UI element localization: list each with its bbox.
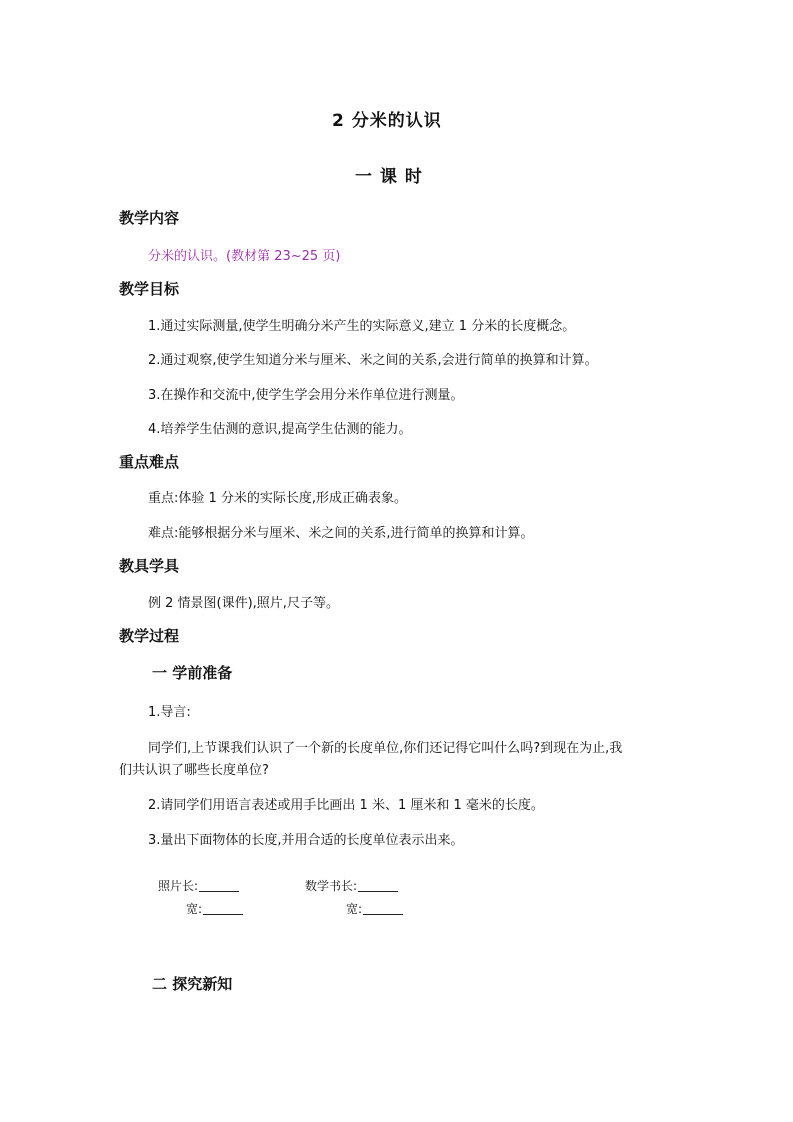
content-heading: 教学内容 — [119, 209, 180, 227]
photo-width-blank — [203, 902, 243, 915]
explore-heading: 二 探究新知 — [152, 975, 233, 993]
goal-item-4: 4.培养学生估测的意识,提高学生估测的能力。 — [148, 422, 412, 437]
prep-paragraph-line-1: 同学们,上节课我们认识了一个新的长度单位,你们还记得它叫什么吗?到现在为止,我 — [148, 741, 623, 756]
prep-item-3: 3.量出下面物体的长度,并用合适的长度单位表示出来。 — [148, 833, 464, 848]
goal-item-2: 2.通过观察,使学生知道分米与厘米、米之间的关系,会进行简单的换算和计算。 — [148, 353, 598, 368]
keypoint-item-1: 重点:体验 1 分米的实际长度,形成正确表象。 — [148, 491, 408, 506]
book-width-blank — [363, 902, 403, 915]
book-length-label: 数学书长: — [305, 879, 358, 893]
photo-length-label: 照片长: — [158, 879, 199, 893]
photo-length-blank — [199, 879, 239, 892]
book-length-blank — [358, 879, 398, 892]
keypoint-item-2: 难点:能够根据分米与厘米、米之间的关系,进行简单的换算和计算。 — [148, 526, 534, 541]
prep-paragraph-line-2: 们共认识了哪些长度单位? — [119, 763, 269, 778]
photo-length-row — [158, 877, 239, 894]
book-length-row — [305, 877, 398, 894]
book-width-row — [346, 900, 403, 917]
prep-item-intro: 1.导言: — [148, 705, 191, 720]
tools-heading: 教具学具 — [119, 557, 180, 575]
prep-heading: 一 学前准备 — [152, 664, 233, 682]
keypoints-heading: 重点难点 — [119, 453, 180, 471]
photo-width-row — [186, 900, 243, 917]
tools-text: 例 2 情景图(课件),照片,尺子等。 — [148, 596, 339, 611]
book-width-label: 宽: — [346, 902, 363, 916]
content-text: 分米的认识。(教材第 23~25 页) — [148, 249, 341, 264]
goal-item-3: 3.在操作和交流中,使学生学会用分米作单位进行测量。 — [148, 388, 464, 403]
goals-heading: 教学目标 — [119, 280, 180, 298]
prep-item-2: 2.请同学们用语言表述或用手比画出 1 米、1 厘米和 1 毫米的长度。 — [148, 798, 544, 813]
photo-width-label: 宽: — [186, 902, 203, 916]
process-heading: 教学过程 — [119, 627, 180, 645]
document-title: 2 分米的认识 — [332, 111, 442, 131]
lesson-subtitle: 一 课 时 — [355, 167, 423, 187]
goal-item-1: 1.通过实际测量,使学生明确分米产生的实际意义,建立 1 分米的长度概念。 — [148, 319, 576, 334]
